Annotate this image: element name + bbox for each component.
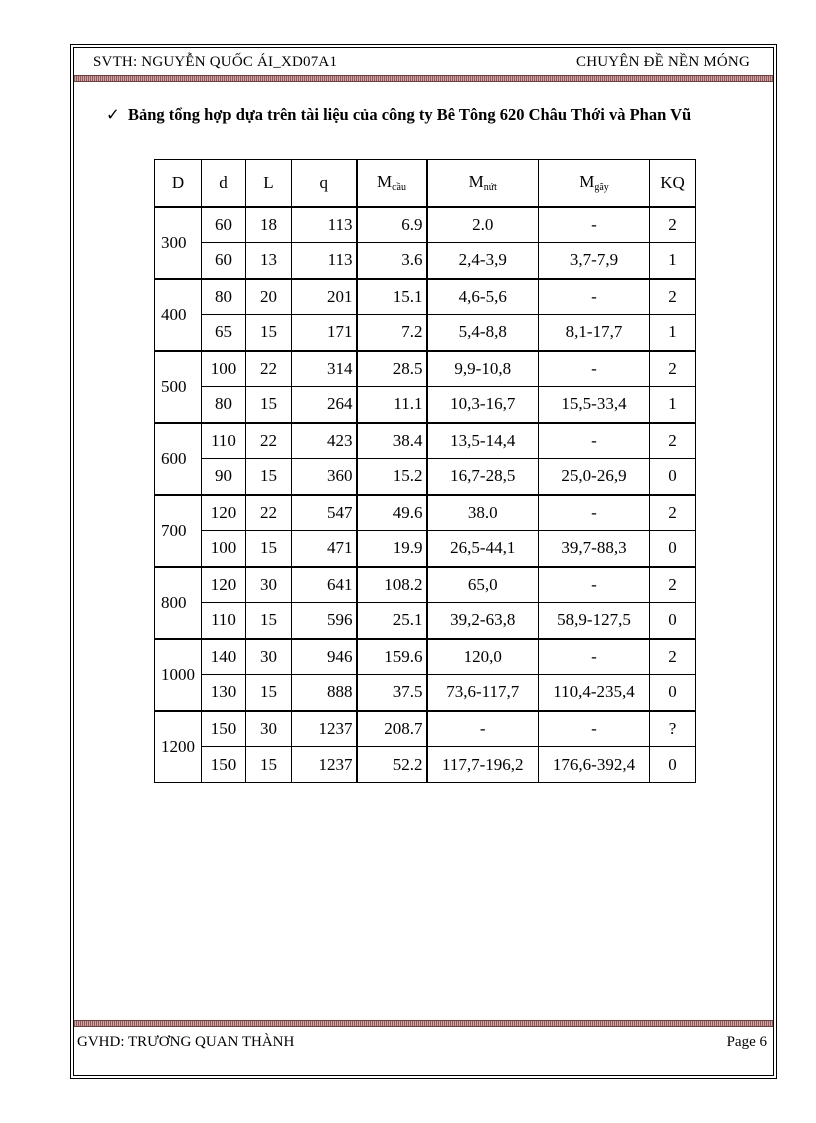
table-cell: 18 xyxy=(246,207,292,243)
table-row xyxy=(155,243,696,279)
table-cell: 0 xyxy=(650,531,696,567)
table-cell: 15 xyxy=(246,531,292,567)
table-cell: - xyxy=(539,207,650,243)
table-cell: 113 xyxy=(292,207,357,243)
table-cell: 159.6 xyxy=(357,639,427,675)
table-cell: 80 xyxy=(202,279,246,315)
table-cell: 176,6-392,4 xyxy=(539,747,650,783)
table-cell: 2 xyxy=(650,495,696,531)
diameter-cell: 700 xyxy=(155,495,202,567)
table-cell: 117,7-196,2 xyxy=(427,747,539,783)
table-cell: - xyxy=(539,639,650,675)
table-row xyxy=(155,315,696,351)
table-cell: 30 xyxy=(246,711,292,747)
diameter-cell: 1000 xyxy=(155,639,202,711)
column-header: $M_{nứt}$ xyxy=(427,160,539,207)
diameter-cell: 400 xyxy=(155,279,202,351)
table-cell: 65,0 xyxy=(427,567,539,603)
table-cell: 30 xyxy=(246,639,292,675)
table-row xyxy=(155,351,696,387)
table-cell: 16,7-28,5 xyxy=(427,459,539,495)
table-cell: 52.2 xyxy=(357,747,427,783)
column-header: L xyxy=(246,160,292,207)
table-cell: 100 xyxy=(202,531,246,567)
table-cell: 0 xyxy=(650,459,696,495)
table-cell: ? xyxy=(650,711,696,747)
table-cell: 2 xyxy=(650,279,696,315)
column-header: q xyxy=(292,160,357,207)
table-cell: 120 xyxy=(202,567,246,603)
table-cell: 0 xyxy=(650,747,696,783)
table-header-row xyxy=(155,160,696,207)
table-cell: 22 xyxy=(246,351,292,387)
pile-summary-table xyxy=(154,159,696,783)
table-cell: 264 xyxy=(292,387,357,423)
table-cell: - xyxy=(539,495,650,531)
table-cell: 60 xyxy=(202,243,246,279)
table-cell: 2 xyxy=(650,567,696,603)
table-cell: 2 xyxy=(650,207,696,243)
table-cell: 0 xyxy=(650,675,696,711)
table-cell: 37.5 xyxy=(357,675,427,711)
table-row xyxy=(155,387,696,423)
table-cell: 150 xyxy=(202,711,246,747)
table-row xyxy=(155,675,696,711)
table-cell: 15.2 xyxy=(357,459,427,495)
table-cell: 26,5-44,1 xyxy=(427,531,539,567)
table-cell: 2 xyxy=(650,423,696,459)
table-cell: 110 xyxy=(202,603,246,639)
diameter-cell: 800 xyxy=(155,567,202,639)
table-cell: 58,9-127,5 xyxy=(539,603,650,639)
table-row xyxy=(155,603,696,639)
diameter-cell: 500 xyxy=(155,351,202,423)
table-cell: 1 xyxy=(650,387,696,423)
section-heading xyxy=(106,105,691,125)
table-cell: 3,7-7,9 xyxy=(539,243,650,279)
table-cell: 1 xyxy=(650,315,696,351)
table-cell: 423 xyxy=(292,423,357,459)
table-cell: 73,6-117,7 xyxy=(427,675,539,711)
table-cell: 15.1 xyxy=(357,279,427,315)
table-cell: 80 xyxy=(202,387,246,423)
checkmark-icon: ✓ xyxy=(106,105,120,124)
table-row xyxy=(155,639,696,675)
footer-divider xyxy=(74,1020,773,1027)
table-cell: 38.0 xyxy=(427,495,539,531)
header-divider xyxy=(74,75,773,82)
column-header: d xyxy=(202,160,246,207)
table-cell: 171 xyxy=(292,315,357,351)
table-cell: 1237 xyxy=(292,711,357,747)
table-cell: 314 xyxy=(292,351,357,387)
table-cell: 641 xyxy=(292,567,357,603)
page-number: Page 6 xyxy=(726,1034,767,1050)
diameter-cell: 1200 xyxy=(155,711,202,783)
header-student: SVTH: NGUYỄN QUỐC ÁI_XD07A1 xyxy=(93,54,338,70)
table-cell: 208.7 xyxy=(357,711,427,747)
table-cell: 2 xyxy=(650,639,696,675)
column-header: $M_{cầu}$ xyxy=(357,160,427,207)
table-row xyxy=(155,711,696,747)
table-cell: 9,9-10,8 xyxy=(427,351,539,387)
table-row xyxy=(155,747,696,783)
table-cell: 113 xyxy=(292,243,357,279)
table-row xyxy=(155,279,696,315)
column-header: $M_{gãy}$ xyxy=(539,160,650,207)
table-cell: 547 xyxy=(292,495,357,531)
table-cell: 25,0-26,9 xyxy=(539,459,650,495)
section-heading-text: Bảng tổng hợp dựa trên tài liệu của công ty Bê Tông 620 Châu Thới và Phan Vũ xyxy=(128,105,692,124)
table-row xyxy=(155,207,696,243)
table-cell: 22 xyxy=(246,423,292,459)
table-cell: 90 xyxy=(202,459,246,495)
table-cell: 28.5 xyxy=(357,351,427,387)
diameter-cell: 300 xyxy=(155,207,202,279)
table-cell: 11.1 xyxy=(357,387,427,423)
table-row xyxy=(155,567,696,603)
table-cell: 1 xyxy=(650,243,696,279)
table-cell: 5,4-8,8 xyxy=(427,315,539,351)
table-cell: 201 xyxy=(292,279,357,315)
table-cell: 100 xyxy=(202,351,246,387)
table-cell: 596 xyxy=(292,603,357,639)
table-row xyxy=(155,423,696,459)
table-cell: 2 xyxy=(650,351,696,387)
table-cell: 3.6 xyxy=(357,243,427,279)
table-cell: 19.9 xyxy=(357,531,427,567)
table-cell: 7.2 xyxy=(357,315,427,351)
table-row xyxy=(155,531,696,567)
table-cell: 15 xyxy=(246,459,292,495)
table-cell: - xyxy=(539,567,650,603)
footer-instructor: GVHD: TRƯƠNG QUAN THÀNH xyxy=(77,1034,295,1050)
table-cell: 20 xyxy=(246,279,292,315)
table-cell: 15 xyxy=(246,675,292,711)
table-cell: 1237 xyxy=(292,747,357,783)
table-cell: 360 xyxy=(292,459,357,495)
table-cell: - xyxy=(539,711,650,747)
table-cell: 49.6 xyxy=(357,495,427,531)
table-cell: 15 xyxy=(246,387,292,423)
table-cell: 888 xyxy=(292,675,357,711)
table-cell: 65 xyxy=(202,315,246,351)
column-header: D xyxy=(155,160,202,207)
table-cell: 130 xyxy=(202,675,246,711)
diameter-cell: 600 xyxy=(155,423,202,495)
table-cell: 0 xyxy=(650,603,696,639)
table-cell: 4,6-5,6 xyxy=(427,279,539,315)
table-row xyxy=(155,459,696,495)
table-cell: 8,1-17,7 xyxy=(539,315,650,351)
table-cell: 15,5-33,4 xyxy=(539,387,650,423)
table-cell: 30 xyxy=(246,567,292,603)
table-cell: 140 xyxy=(202,639,246,675)
table-cell: 25.1 xyxy=(357,603,427,639)
table-cell: 120,0 xyxy=(427,639,539,675)
table-cell: 150 xyxy=(202,747,246,783)
table-cell: 39,2-63,8 xyxy=(427,603,539,639)
table-cell: 108.2 xyxy=(357,567,427,603)
table-row xyxy=(155,495,696,531)
table-cell: 471 xyxy=(292,531,357,567)
table-cell: 6.9 xyxy=(357,207,427,243)
table-cell: 13 xyxy=(246,243,292,279)
header-topic: CHUYÊN ĐỀ NỀN MÓNG xyxy=(575,54,750,70)
table-cell: - xyxy=(539,279,650,315)
table-cell: 110 xyxy=(202,423,246,459)
table-cell: 946 xyxy=(292,639,357,675)
table-cell: 22 xyxy=(246,495,292,531)
table-cell: - xyxy=(539,351,650,387)
table-cell: 120 xyxy=(202,495,246,531)
table-cell: 110,4-235,4 xyxy=(539,675,650,711)
table-cell: - xyxy=(427,711,539,747)
table-cell: 2.0 xyxy=(427,207,539,243)
table-cell: 13,5-14,4 xyxy=(427,423,539,459)
table-cell: 39,7-88,3 xyxy=(539,531,650,567)
table-cell: 2,4-3,9 xyxy=(427,243,539,279)
table-cell: 60 xyxy=(202,207,246,243)
table-cell: - xyxy=(539,423,650,459)
table-cell: 38.4 xyxy=(357,423,427,459)
table-cell: 15 xyxy=(246,603,292,639)
table-cell: 15 xyxy=(246,315,292,351)
table-cell: 10,3-16,7 xyxy=(427,387,539,423)
table-cell: 15 xyxy=(246,747,292,783)
column-header: KQ xyxy=(650,160,696,207)
